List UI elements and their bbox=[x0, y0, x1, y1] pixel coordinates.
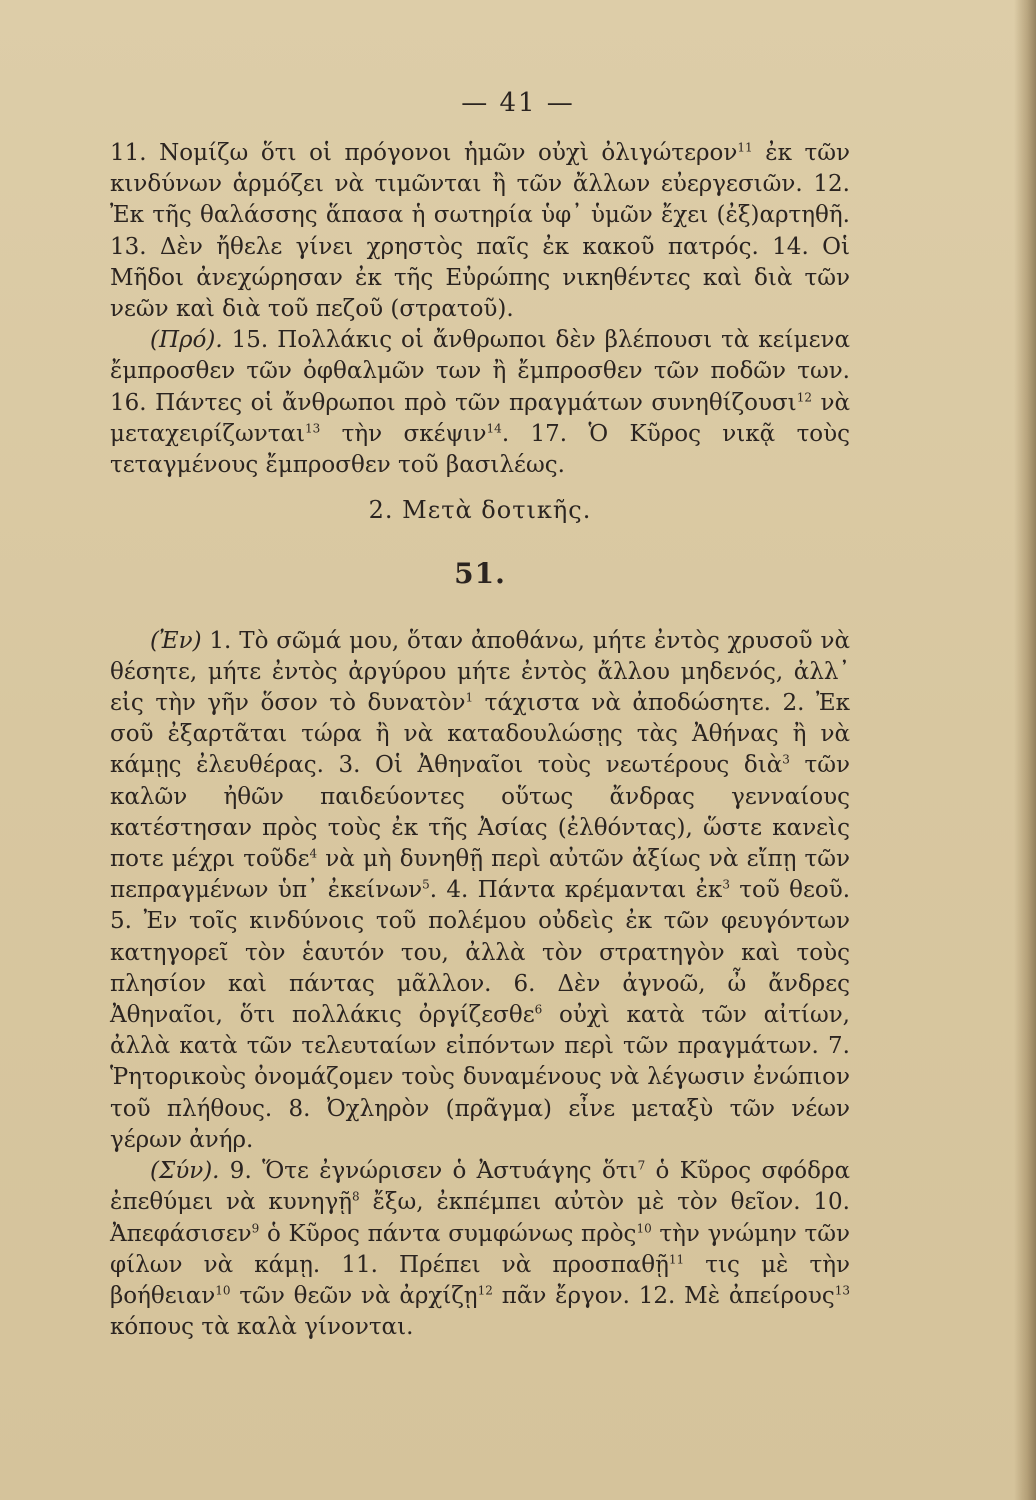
page-body bbox=[110, 138, 850, 1343]
paragraph-en: (Ἐν) 1. Τὸ σῶμά μου, ὅταν ἀποθάνω, μήτε ἐντὸς χρυσοῦ νὰ θέσητε, μήτε ἐντὸς ἀργύρου μήτε ἐντὸς ἄλλου μηδενός, ἀλλ᾽ εἰς τὴν γῆν ὅσον τὸ δυνατὸν$^1$ τάχιστα νὰ ἀποδώσητε. 2. Ἐκ σοῦ ἐξαρτᾶται τώρα ἢ νὰ καταδουλώσῃς τὰς Ἀθήνας ἢ νὰ κάμῃς ἐλευθέρας. 3. Οἱ Ἀθηναῖοι τοὺς νεωτέρους διὰ$^3$ τῶν καλῶν ἠθῶν παιδεύοντες οὕτως ἄνδρας γενναίους κατέστησαν πρὸς τοὺς ἐκ τῆς Ἀσίας (ἐλθόντας), ὥστε κανεὶς ποτε μέχρι τοῦδε$^4$ νὰ μὴ δυνηθῇ περὶ αὐτῶν ἀξίως νὰ εἴπῃ τῶν πεπραγμένων ὑπ᾽ ἐκείνων$^5$. 4. Πάντα κρέμανται ἐκ$^3$ τοῦ θεοῦ. 5. Ἐν τοῖς κινδύνοις τοῦ πολέμου οὐδεὶς ἐκ τῶν φευγόντων κατηγορεῖ τὸν ἑαυτόν του, ἀλλὰ τὸν στρατηγὸν καὶ τοὺς πλησίον καὶ πάντας μᾶλλον. 6. Δὲν ἀγνοῶ, ὦ ἄνδρες Ἀθηναῖοι, ὅτι πολλάκις ὀργίζεσθε$^6$ οὐχὶ κατὰ τῶν αἰτίων, ἀλλὰ κατὰ τῶν τελευταίων εἰπόντων περὶ τῶν πραγμάτων. 7. Ῥητορικοὺς ὀνομάζομεν τοὺς δυναμένους νὰ λέγωσιν ἐνώπιον τοῦ πλήθους. 8. Ὀχληρὸν (πρᾶγμα) εἶνε μεταξὺ τῶν νέων γέρων ἀνήρ. bbox=[110, 627, 851, 1153]
paragraph-exercises-11-14: 11. Νομίζω ὅτι οἱ πρόγονοι ἡμῶν οὐχὶ ὀλιγώτερον$^{11}$ ἐκ τῶν κινδύνων ἁρμόζει νὰ τιμῶνται ἢ τῶν ἄλλων εὐεργεσιῶν. 12. Ἐκ τῆς θαλάσσης ἅπασα ἡ σωτηρία ὑφ᾽ ὑμῶν ἔχει (ἐξ)αρτηθῆ. 13. Δὲν ἤθελε γίνει χρηστὸς παῖς ἐκ κακοῦ πατρός. 14. Οἱ Μῆδοι ἀνεχώρησαν ἐκ τῆς Εὐρώπης νικηθέντες καὶ διὰ τῶν νεῶν καὶ διὰ τοῦ πεζοῦ (στρατοῦ). bbox=[110, 140, 850, 323]
preposition-label-en: (Ἐν) bbox=[150, 627, 202, 654]
subheading-dative: 2. Μετὰ δοτικῆς. bbox=[368, 496, 592, 525]
preposition-label-syn: (Σύν). bbox=[150, 1158, 220, 1185]
preposition-label-pro: (Πρό). bbox=[150, 327, 223, 354]
page-number: — 41 — bbox=[461, 88, 575, 118]
paragraph-syn: (Σύν). 9. Ὅτε ἐγνώρισεν ὁ Ἀστυάγης ὅτι$^7$ ὁ Κῦρος σφόδρα ἐπεθύμει νὰ κυνηγῇ$^8$ ἔξω, ἐκπέμπει αὐτὸν μὲ τὸν θεῖον. 10. Ἀπεφάσισεν$^9$ ὁ Κῦρος πάντα συμφώνως πρὸς$^{10}$ τὴν γνώμην τῶν φίλων νὰ κάμῃ. 11. Πρέπει νὰ προσπαθῇ$^{11}$ τις μὲ τὴν βοήθειαν$^{10}$ τῶν θεῶν νὰ ἀρχίζῃ$^{12}$ πᾶν ἔργον. 12. Μὲ ἀπείρους$^{13}$ κόπους τὰ καλὰ γίνονται. bbox=[110, 1158, 850, 1341]
page-edge-shadow bbox=[1014, 0, 1036, 1500]
paragraph-pro: (Πρό). 15. Πολλάκις οἱ ἄνθρωποι δὲν βλέπουσι τὰ κείμενα ἔμπροσθεν τῶν ὀφθαλμῶν των ἢ ἔμπροσθεν τῶν ποδῶν των. 16. Πάντες οἱ ἄνθρωποι πρὸ τῶν πραγμάτων συνηθίζουσι$^{12}$ νὰ μεταχειρίζωνται$^{13}$ τὴν σκέψιν$^{14}$. 17. Ὁ Κῦρος νικᾷ τοὺς τεταγμένους ἔμπροσθεν τοῦ βασιλέως. bbox=[110, 327, 851, 479]
section-number: 51. bbox=[454, 557, 506, 591]
